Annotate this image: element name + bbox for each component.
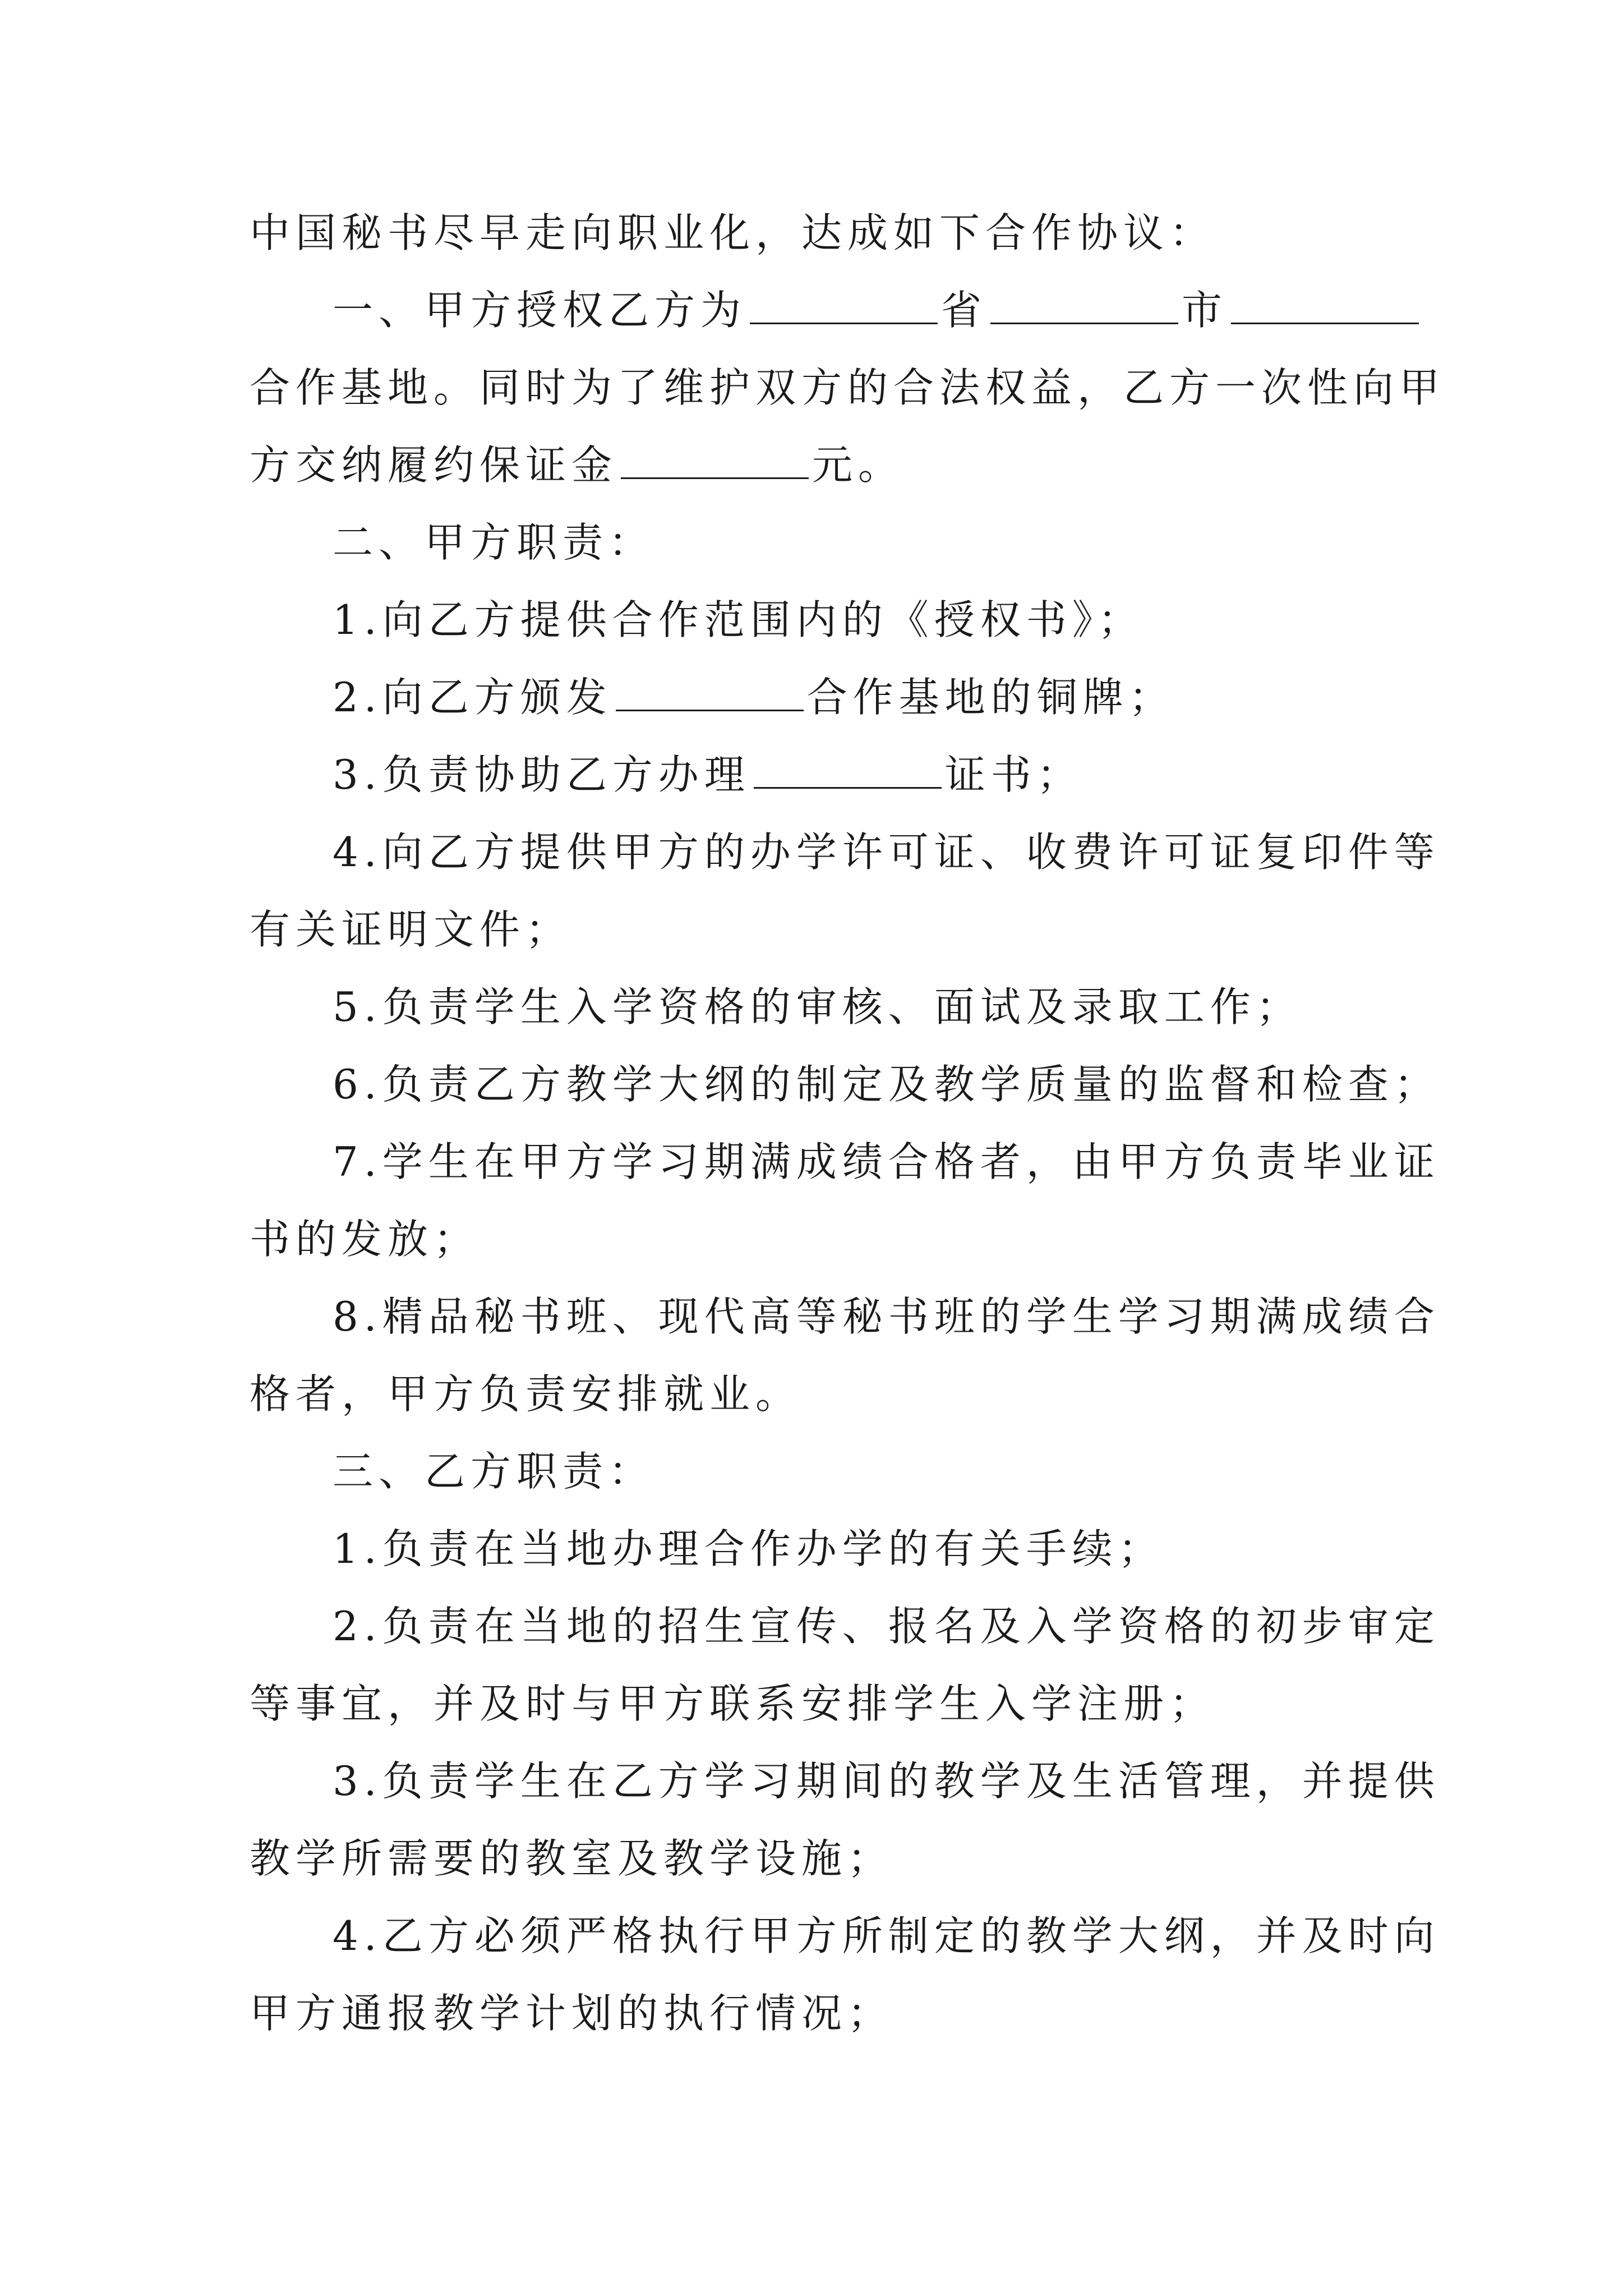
party-b-item-3-line-1 — [333, 1756, 1440, 1806]
text-segment: 有关证明文件； — [250, 906, 572, 953]
text-segment: 省 — [941, 287, 988, 334]
text-segment: 合作基地的铜牌； — [806, 674, 1175, 721]
text-segment: 二、甲方职责： — [333, 519, 655, 566]
blank-city — [990, 289, 1178, 324]
text-segment: 7.学生在甲方学习期满成绩合格者，由甲方负责毕业证 — [333, 1138, 1440, 1185]
clause-1-line-2 — [250, 362, 1445, 413]
text-segment: 甲方通报教学计划的执行情况； — [250, 1990, 894, 2037]
party-a-item-3 — [333, 749, 1083, 800]
text-segment: 6.负责乙方教学大纲的制定及教学质量的监督和检查； — [333, 1061, 1440, 1108]
party-a-item-1 — [333, 595, 1144, 645]
text-segment: 格者，甲方负责安排就业。 — [250, 1370, 802, 1418]
text-segment: 一、甲方授权乙方为 — [333, 287, 747, 334]
text-segment: 书的发放； — [250, 1216, 480, 1263]
blank-base-name — [1231, 289, 1419, 324]
paragraph-intro-line — [250, 208, 1215, 258]
party-b-item-2-line-1 — [333, 1601, 1440, 1651]
text-segment: 3.负责协助乙方办理 — [333, 751, 750, 798]
text-segment: 教学所需要的教室及教学设施； — [250, 1835, 894, 1882]
text-segment: 等事宜，并及时与甲方联系安排学生入学注册； — [250, 1680, 1216, 1727]
party-b-item-1 — [333, 1524, 1164, 1574]
section-heading-party-a — [333, 517, 654, 568]
party-b-item-2-line-2 — [250, 1678, 1215, 1729]
text-segment: 1.向乙方提供合作范围内的《授权书》； — [333, 596, 1144, 643]
text-segment: 中国秘书尽早走向职业化，达成如下合作协议： — [250, 209, 1216, 256]
text-segment: 5.负责学生入学资格的审核、面试及录取工作； — [333, 983, 1302, 1030]
text-segment: 证书； — [944, 751, 1083, 798]
party-a-item-8-line-1 — [333, 1291, 1440, 1342]
blank-deposit-amount — [621, 444, 809, 479]
party-a-item-6 — [333, 1059, 1440, 1110]
text-segment: 合作基地。同时为了维护双方的合法权益，乙方一次性向甲 — [250, 364, 1446, 411]
text-segment: 3.负责学生在乙方学习期间的教学及生活管理，并提供 — [333, 1757, 1440, 1805]
text-segment: 2.向乙方颁发 — [333, 674, 612, 721]
section-heading-party-b — [333, 1446, 654, 1497]
text-segment: 4.乙方必须严格执行甲方所制定的教学大纲，并及时向 — [333, 1912, 1440, 1959]
text-segment: 元。 — [812, 441, 905, 489]
text-segment: 三、乙方职责： — [333, 1448, 655, 1495]
text-segment: 方交纳履约保证金 — [250, 441, 618, 489]
clause-1-line-1 — [333, 285, 1419, 335]
party-a-item-4-line-2 — [250, 904, 571, 955]
party-b-item-4-line-1 — [333, 1911, 1440, 1961]
text-segment: 2.负责在当地的招生宣传、报名及入学资格的初步审定 — [333, 1603, 1440, 1650]
text-segment: 8.精品秘书班、现代高等秘书班的学生学习期满成绩合 — [333, 1293, 1440, 1340]
party-b-item-4-line-2 — [250, 1988, 893, 2039]
party-a-item-7-line-2 — [250, 1214, 479, 1264]
blank-plaque-name — [616, 676, 804, 711]
party-a-item-4-line-1 — [333, 827, 1440, 877]
text-segment: 1.负责在当地办理合作办学的有关手续； — [333, 1525, 1164, 1572]
text-segment: 4.向乙方提供甲方的办学许可证、收费许可证复印件等 — [333, 829, 1440, 876]
party-b-item-3-line-2 — [250, 1833, 893, 1884]
clause-1-line-3 — [250, 440, 904, 490]
party-a-item-5 — [333, 982, 1302, 1032]
text-segment: 市 — [1182, 287, 1228, 334]
party-a-item-8-line-2 — [250, 1369, 801, 1419]
party-a-item-2 — [333, 672, 1175, 723]
party-a-item-7-line-1 — [333, 1137, 1440, 1187]
blank-province — [750, 289, 938, 324]
blank-certificate-name — [754, 753, 942, 789]
